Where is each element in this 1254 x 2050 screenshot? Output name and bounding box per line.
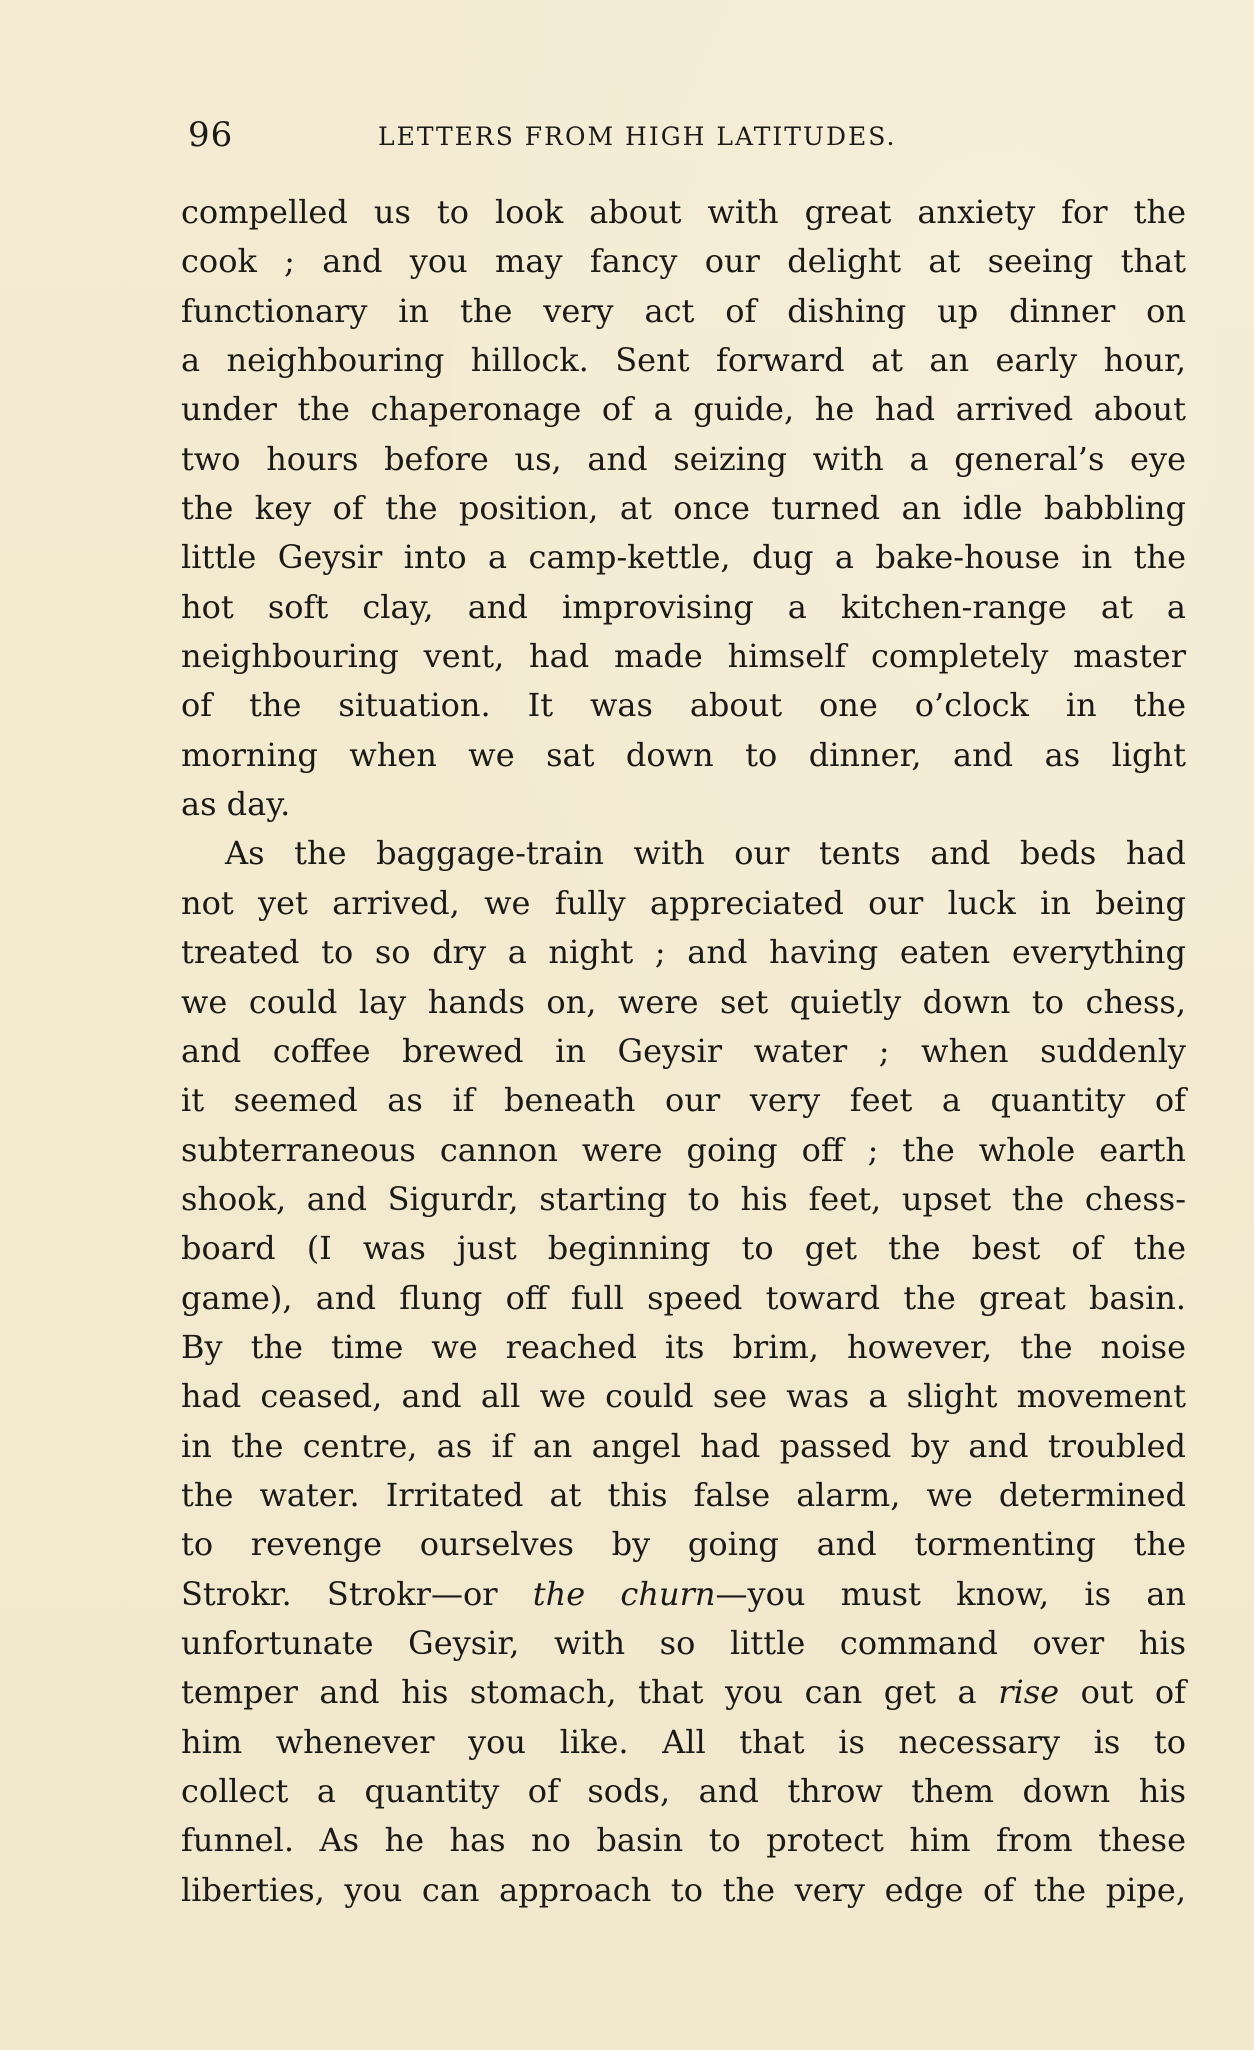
text-line: two hours before us, and seizing with a general’s eye xyxy=(181,439,1186,478)
paragraph-2 xyxy=(181,829,1186,1915)
text-line: functionary in the very act of dishing up dinner on xyxy=(181,291,1186,330)
text-line: of the situation. It was about one o’clock in the xyxy=(181,686,1186,725)
text-line: had ceased, and all we could see was a slight movement xyxy=(181,1377,1186,1416)
running-title: LETTERS FROM HIGH LATITUDES. xyxy=(378,122,897,151)
text-line: as day. xyxy=(181,785,291,824)
text-line: treated to so dry a night ; and having eaten everything xyxy=(181,933,1186,972)
text-line: unfortunate Geysir, with so little command over his xyxy=(181,1623,1186,1662)
text-segment: —you must know, is an xyxy=(715,1574,1187,1613)
text-line: not yet arrived, we fully appreciated our luck in being xyxy=(181,883,1186,922)
text-line-with-italic xyxy=(181,1668,1186,1717)
text-line: funnel. As he has no basin to protect him from these xyxy=(181,1821,1186,1860)
text-line: little Geysir into a camp-kettle, dug a bake-house in the xyxy=(181,538,1186,577)
italic-word: rise xyxy=(998,1673,1060,1712)
text-line: the key of the position, at once turned an idle babbling xyxy=(181,489,1186,528)
text-line: and coffee brewed in Geysir water ; when suddenly xyxy=(181,1031,1186,1070)
text-line: morning when we sat down to dinner, and as light xyxy=(181,735,1186,774)
text-line: board (I was just beginning to get the best of the xyxy=(181,1229,1186,1268)
text-line: hot soft clay, and improvising a kitchen-range at a xyxy=(181,587,1186,626)
text-line: cook ; and you may fancy our delight at seeing that xyxy=(181,242,1186,281)
text-line: shook, and Sigurdr, starting to his feet, upset the chess- xyxy=(181,1179,1186,1218)
text-line: to revenge ourselves by going and tormenting the xyxy=(181,1525,1186,1564)
text-segment: out of xyxy=(1080,1673,1187,1712)
page-number: 96 xyxy=(188,115,234,155)
text-line: liberties, you can approach to the very edge of the pipe, xyxy=(181,1870,1186,1909)
text-line: it seemed as if beneath our very feet a quantity of xyxy=(181,1081,1186,1120)
text-line: As the baggage-train with our tents and beds had xyxy=(225,834,1186,873)
italic-phrase: the churn xyxy=(532,1574,716,1613)
text-line: game), and flung off full speed toward the great basin. xyxy=(181,1278,1186,1317)
text-line: neighbouring vent, had made himself completely master xyxy=(181,637,1186,676)
text-line: the water. Irritated at this false alarm, we determined xyxy=(181,1475,1186,1514)
text-line: a neighbouring hillock. Sent forward at an early hour, xyxy=(181,341,1186,380)
text-segment: temper and his stomach, that you can get a xyxy=(181,1673,977,1712)
text-line: we could lay hands on, were set quietly down to chess, xyxy=(181,982,1186,1021)
page-header xyxy=(188,115,988,158)
body-text xyxy=(181,188,1186,1915)
text-line: in the centre, as if an angel had passed by and troubled xyxy=(181,1426,1186,1465)
text-segment: Strokr. Strokr—or xyxy=(181,1574,498,1613)
text-line: under the chaperonage of a guide, he had arrived about xyxy=(181,390,1186,429)
text-line-with-italic xyxy=(181,1570,1186,1619)
text-line: By the time we reached its brim, however, the noise xyxy=(181,1327,1186,1366)
paragraph-1 xyxy=(181,188,1186,829)
text-line: collect a quantity of sods, and throw them down his xyxy=(181,1772,1186,1810)
text-line: him whenever you like. All that is necessary is to xyxy=(181,1722,1186,1761)
text-line: subterraneous cannon were going off ; the whole earth xyxy=(181,1130,1186,1169)
text-line: compelled us to look about with great anxiety for the xyxy=(181,193,1186,231)
